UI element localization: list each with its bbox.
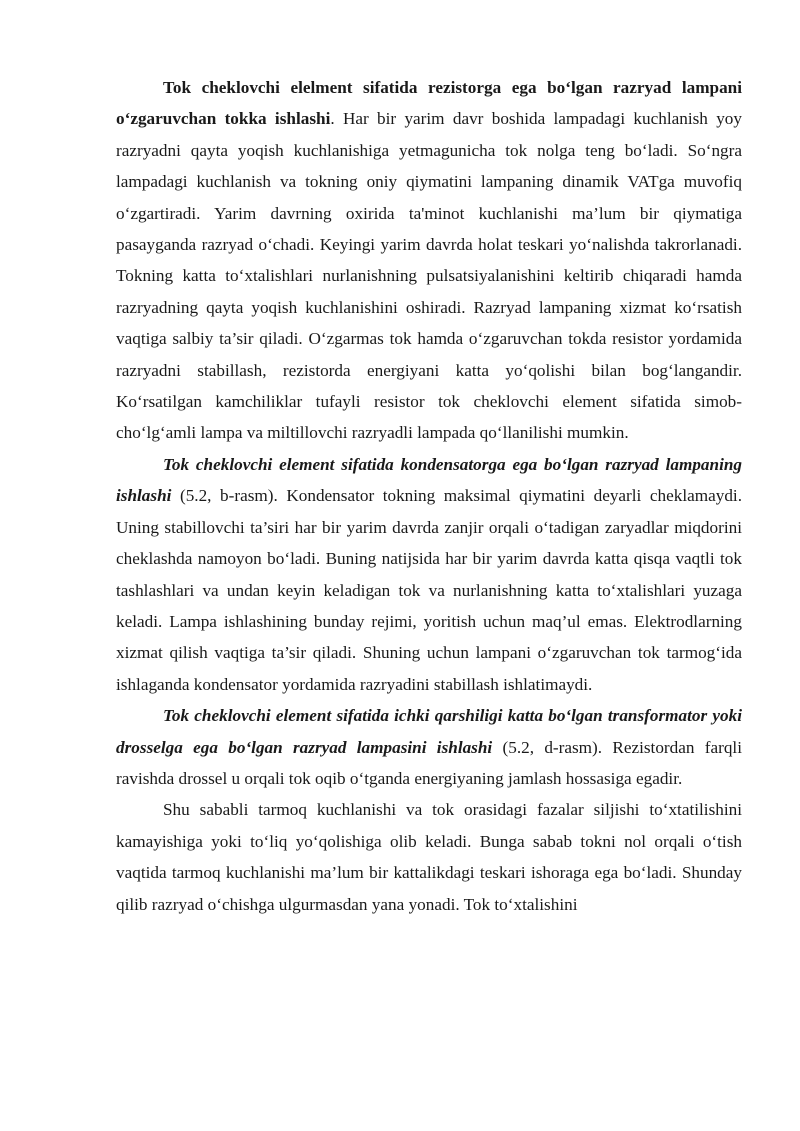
paragraph-text: (5.2, d-rasm). Rezistordan farqli ravishda drossel u orqali tok oqib o‘tganda energiyaning jamlash hossasiga egadir. <box>116 737 742 788</box>
paragraph-text: . Har bir yarim davr boshida lampadagi kuchlanish yoy razryadni qayta yoqish kuchlanishiga yetmagunicha tok nolga teng bo‘ladi. So‘ngra lampadagi kuchlanish va tokning oniy qiymatini lampaning dinamik VATga muvofiq o‘zgartiradi. Yarim davrning oxirida ta'minot kuchlanishi ma’lum bir qiymatiga pasayganda razryad o‘chadi. Keyingi yarim davrda holat teskari yo‘nalishda takrorlanadi. Tokning katta to‘xtalishlari nurlanishning pulsatsiyalanishini keltirib chiqaradi hamda razryadning qayta yoqish kuchlanishini oshiradi. Razryad lampaning xizmat ko‘rsatish vaqtiga salbiy ta’sir qiladi. O‘zgarmas tok hamda o‘zgaruvchan tokda resistor yordamida razryadni stabillash, rezistorda energiyani katta yo‘qolishi bilan bog‘langandir. Ko‘rsatilgan kamchiliklar tufayli resistor tok cheklovchi element sifatida simob-cho‘lg‘amli lampa va miltillovchi razryadli lampada qo‘llanilishi mumkin. <box>116 109 742 443</box>
paragraph-heading: Tok cheklovchi elelment sifatida rezistorga ega bo‘lgan razryad lampani o‘zgaruvchan tokka ishlashi <box>116 78 742 129</box>
paragraph-text: (5.2, b-rasm). Kondensator tokning maksimal qiymatini deyarli cheklamaydi. Uning stabillovchi ta’siri har bir yarim davrda zanjir orqali o‘tadigan zaryadlar miqdorini cheklashda namoyon bo‘ladi. Buning natijsida har bir yarim davrda katta qisqa vaqtli tok tashlashlari va undan keyin keladigan tok va nurlanishning katta to‘xtalishlari yuzaga keladi. Lampa ishlashining bunday rejimi, yoritish uchun maq’ul emas. Elektrodlarning xizmat qilish vaqtiga ta’sir qiladi. Shuning uchun lampani o‘zgaruvchan tok tarmog‘ida ishlaganda kondensator yordamida razryadini stabillash ishlatimaydi. <box>116 486 742 694</box>
paragraph-text: Shu sababli tarmoq kuchlanishi va tok orasidagi fazalar siljishi to‘xtatilishini kamayishiga yoki to‘liq yo‘qolishiga olib keladi. Bunga sabab tokni nol orqali o‘tish vaqtida tarmoq kuchlanishi ma’lum bir kattalikdagi teskari ishoraga ega bo‘ladi. Shunday qilib razryad o‘chishga ulgurmasdan yana yonadi. Tok to‘xtalishini <box>116 800 742 914</box>
paragraph-capacitor <box>116 449 742 700</box>
paragraph-phase-shift <box>116 794 742 920</box>
paragraph-heading: Tok cheklovchi element sifatida kondensatorga ega bo‘lgan razryad lampaning ishlashi <box>116 454 742 506</box>
paragraph-heading: Tok cheklovchi element sifatida ichki qarshiligi katta bo‘lgan transformator yoki drosselga ega bo‘lgan razryad lampasini ishlashi <box>116 706 742 757</box>
paragraph-resistor <box>116 72 742 449</box>
paragraph-transformer <box>116 700 742 794</box>
document-body <box>116 72 742 920</box>
